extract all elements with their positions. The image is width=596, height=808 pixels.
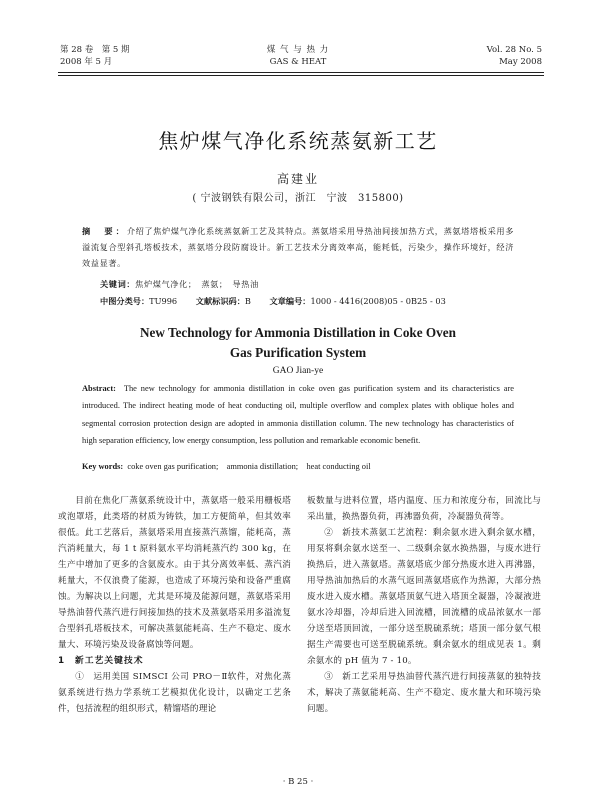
classification-line — [100, 294, 462, 308]
title-en-line-1: New Technology for Ammonia Distillation in Coke Oven — [140, 325, 456, 340]
intro-paragraph: 目前在焦化厂蒸氨系统设计中，蒸氨塔一般采用栅板塔或泡罩塔，此类塔的材质为铸铁，加工方便简单，但其效率很低。此工艺落后，蒸氨塔采用直接蒸汽蒸馏，能耗高，蒸汽消耗量大，每 1 t 原料氨水平均消耗蒸汽约 300 kg，在生产中增加了更多的含氨废水。由于其分离效率低、蒸汽消耗量大，不仅浪费了能源，也造成了环境污染和设备严重腐蚀。为解决以上问题，尤其是环境及能源问题，蒸氨塔采用导热油替代蒸汽进行间接加热的技术及蒸氨塔采用多溢流复合型斜孔塔板技术，可解决蒸氨能耗高、生产不稳定、废水量大、环境污染及设备腐蚀等问题。 — [58, 496, 291, 650]
header-rule-thick — [58, 72, 544, 73]
author-en: GAO Jian-ye — [272, 366, 324, 376]
article-no-value: 1000 - 4416(2008)05 - 0B25 - 03 — [310, 296, 446, 306]
item-1-continuation: 板数量与进料位置，塔内温度、压力和浓度分布，回流比与采出量，换热器负荷，再沸器负荷，冷凝器负荷等。 — [307, 496, 541, 522]
body-right-column — [307, 493, 541, 717]
author-cn: 高建业 — [276, 172, 319, 186]
abstract-cn-text: 介绍了焦炉煤气净化系统蒸氨新工艺及其特点。蒸氨塔采用导热油间接加热方式，蒸氨塔塔板采用多溢流复合型斜孔塔板技术，蒸氨塔分段防腐设计。新工艺技术分离效率高，能耗低，污染少，操作环境好，经济效益显著。 — [82, 226, 514, 268]
abstract-cn-label: 摘 要： — [82, 226, 127, 236]
title-en-line-2: Gas Purification System — [229, 345, 367, 360]
keywords-cn — [100, 277, 259, 291]
header-volume-cn: 第 28 卷 第 5 期 — [60, 45, 130, 55]
article-no-label: 文章编号： — [269, 296, 311, 306]
header-volume-en: Vol. 28 No. 5 — [486, 45, 542, 55]
article-title-en — [0, 323, 596, 363]
section-1-heading: 1 新工艺关键技术 — [58, 656, 144, 666]
header-rule-thin — [58, 75, 544, 76]
item-3-paragraph: ③ 新工艺采用导热油替代蒸汽进行间接蒸氨的独特技术，解决了蒸氨能耗高、生产不稳定、废水量大和环境污染问题。 — [307, 672, 541, 714]
page-number: · B 25 · — [282, 777, 314, 787]
header-date-cn: 2008 年 5 月 — [60, 57, 113, 67]
abstract-en-label: Abstract: — [82, 384, 116, 393]
keywords-en-text: coke oven gas purification; ammonia distillation; heat conducting oil — [127, 462, 371, 471]
doc-code-label: 文献标识码： — [195, 296, 245, 306]
item-1-paragraph: ① 运用美国 SIMSCI 公司 PRO－Ⅱ软件，对焦化蒸氨系统进行热力学系统工艺模拟优化设计，以确定工艺条件，包括流程的组织形式，精馏塔的理论 — [58, 672, 291, 714]
body-left-column — [58, 493, 291, 717]
article-title-cn: 焦炉煤气净化系统蒸氨新工艺 — [158, 129, 438, 153]
header-date-en: May 2008 — [499, 57, 542, 67]
class-label: 中图分类号： — [100, 296, 150, 306]
keywords-en — [82, 460, 514, 474]
header-journal-en: GAS & HEAT — [269, 57, 327, 67]
doc-code-value: B — [244, 296, 251, 306]
class-value: TU996 — [149, 296, 178, 306]
keywords-cn-text: 焦炉煤气净化； 蒸氨； 导热油 — [135, 279, 259, 289]
keywords-cn-label: 关键词： — [100, 279, 136, 289]
abstract-en-text: The new technology for ammonia distillation in coke oven gas purification system and its characteristics are introduced. The indirect heating mode of heat conducting oil, multiple overflow and complex plates with oblique holes and segmental corrosion protection design are adopted in ammonia distillation column. The new technology has characteristics of high separation efficiency, low energy consumption, less pollution and remarkable economic benefit. — [82, 384, 515, 446]
header-volume-en-block — [487, 44, 542, 68]
keywords-en-label: Key words: — [82, 462, 124, 471]
abstract-en — [82, 380, 514, 450]
item-2-paragraph: ② 新技术蒸氨工艺流程：剩余氨水进入剩余氨水槽，用泵将剩余氨水送至一、二级剩余氨水换热器，与废水进行换热后，进入蒸氨塔。蒸氨塔底少部分热废水进入再沸器，用导热油加热后的水蒸气返回蒸氨塔底作为热源，大部分热废水进入废水槽。蒸氨塔顶氨气进入塔顶全凝器，冷凝液进氨水冷却器，冷却后进入回流槽，回流槽的成品浓氨水一部分送至塔顶回流，一部分送至脱硫系统；塔顶一部分氨气根据生产需要也可送至脱硫系统。剩余氨水的组成见表 1。剩余氨水的 pH 值为 7 - 10。 — [307, 528, 541, 666]
affiliation-cn: ( 宁波钢铁有限公司，浙江 宁波 315800) — [192, 193, 404, 204]
abstract-cn — [82, 223, 514, 271]
header-journal-cn: 煤 气 与 热 力 — [266, 45, 330, 55]
